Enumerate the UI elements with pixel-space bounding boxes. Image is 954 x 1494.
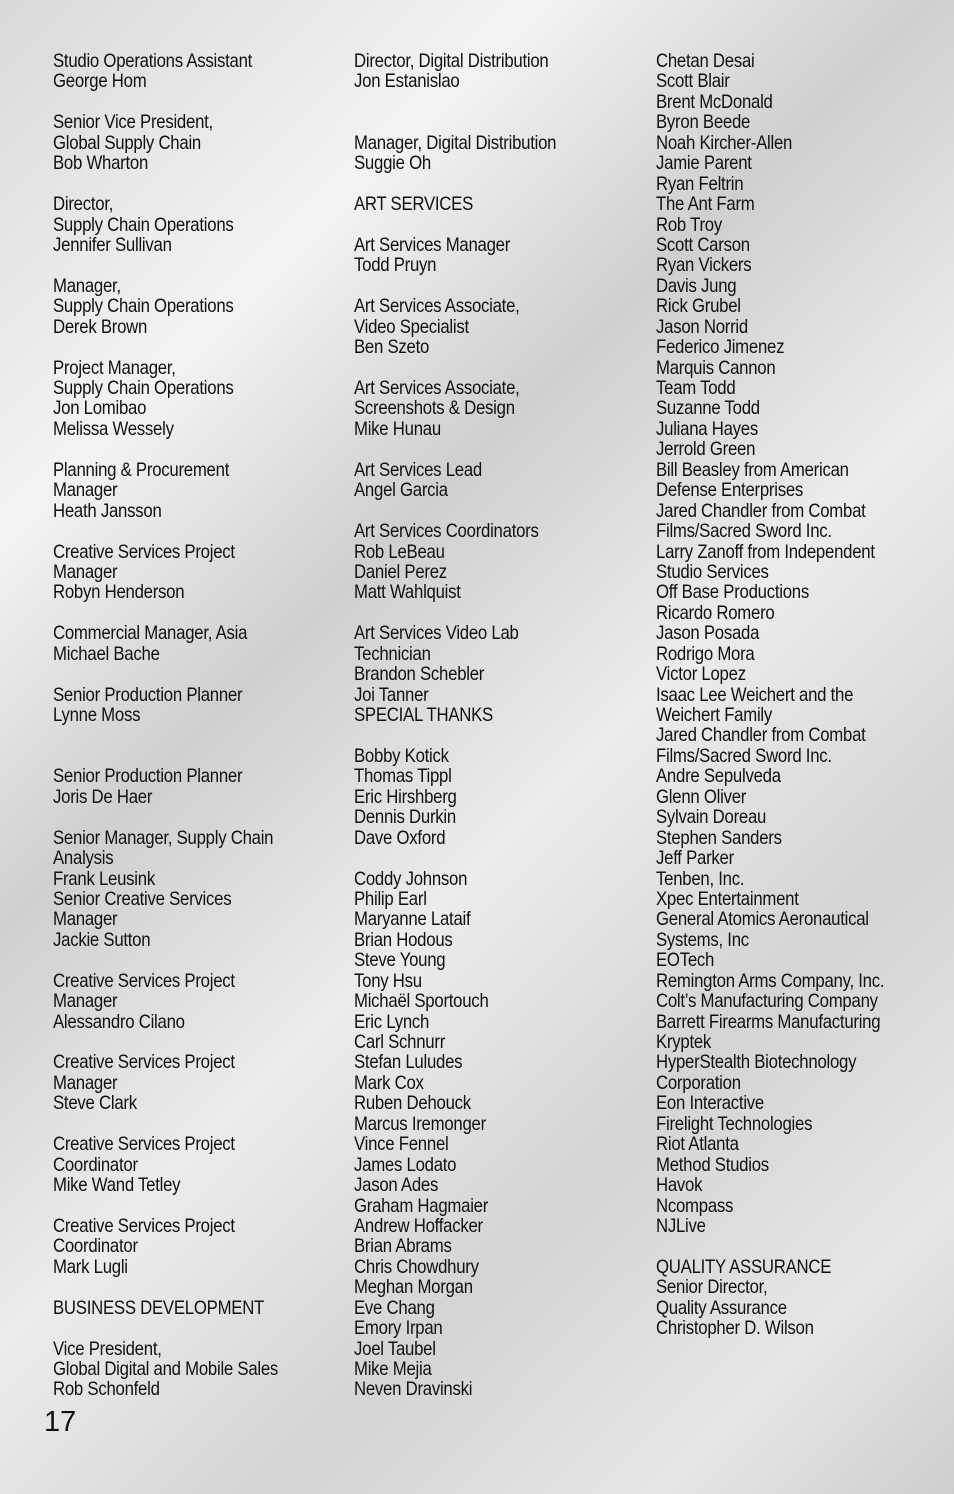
credit-line: Sylvain Doreau	[656, 806, 767, 829]
credit-line: Ben Szeto	[354, 336, 430, 359]
credit-line: Manager	[53, 560, 118, 583]
credits-spacer	[53, 255, 302, 275]
credit-line: Steve Young	[354, 949, 446, 972]
credits-spacer	[53, 725, 302, 745]
credit-line: Rob Schonfeld	[53, 1378, 160, 1401]
credit-line: Senior Production Planner	[53, 765, 243, 788]
credit-line: EOTech	[656, 949, 715, 972]
credit-line: Brian Hodous	[354, 928, 453, 951]
credit-line: Coddy Johnson	[354, 867, 468, 890]
credit-line: Films/Sacred Sword Inc.	[656, 520, 832, 543]
credit-line: Brandon Schebler	[354, 663, 485, 686]
credit-line: Noah Kircher-Allen	[656, 131, 793, 154]
credit-line: Senior Production Planner	[53, 683, 243, 706]
credit-line: Weichert Family	[656, 704, 773, 726]
credit-line: Michael Bache	[53, 642, 160, 665]
page-number: 17	[44, 1406, 77, 1438]
credits-column-3	[656, 51, 940, 1339]
credit-line: Scott Blair	[656, 70, 730, 93]
credits-spacer	[354, 603, 603, 623]
credits-column-1	[53, 51, 302, 1400]
credit-line: Alessandro Cilano	[53, 1010, 185, 1033]
credit-line: Rob LeBeau	[354, 540, 445, 563]
credit-line: Bob Wharton	[53, 152, 149, 175]
credit-line: Creative Services Project	[53, 1133, 235, 1156]
credit-line: Global Digital and Mobile Sales	[53, 1358, 279, 1380]
credit-line: Manager, Digital Distribution	[354, 131, 557, 154]
credit-line: Maryanne Lataif	[354, 908, 471, 931]
credit-line: Bobby Kotick	[354, 744, 449, 767]
credit-line: Jared Chandler from Combat	[656, 724, 866, 747]
credit-line: Jason Posada	[656, 622, 760, 645]
credit-line: Vince Fennel	[354, 1133, 449, 1156]
credits-spacer	[53, 950, 302, 970]
credits-spacer	[53, 521, 302, 541]
credit-line: Jackie Sutton	[53, 928, 151, 951]
credit-line: Graham Hagmaier	[354, 1194, 489, 1217]
credit-line: Global Supply Chain	[53, 131, 201, 154]
credit-line: Stephen Sanders	[656, 826, 782, 849]
credit-line: Riot Atlanta	[656, 1133, 739, 1156]
credits-spacer	[354, 174, 603, 194]
credits-spacer	[53, 1196, 302, 1216]
credit-line: Andre Sepulveda	[656, 765, 781, 788]
credit-line: Off Base Productions	[656, 581, 810, 604]
credit-line: Studio Services	[656, 560, 769, 583]
credit-line: Frank Leusink	[53, 867, 155, 890]
credit-line: Quality Assurance	[656, 1296, 787, 1319]
credit-line: Chris Chowdhury	[354, 1255, 479, 1278]
credit-line: Christopher D. Wilson	[656, 1317, 814, 1340]
credit-line: Neven Dravinski	[354, 1378, 473, 1401]
credit-line: Stefan Luludes	[354, 1051, 463, 1074]
credit-line: Steve Clark	[53, 1092, 137, 1115]
credits-spacer	[53, 1032, 302, 1052]
credit-line: Heath Jansson	[53, 499, 162, 522]
credit-line: Jason Norrid	[656, 315, 748, 338]
credit-line: Xpec Entertainment	[656, 887, 799, 910]
credit-line: Andrew Hoffacker	[354, 1214, 483, 1237]
credit-line: Mark Lugli	[53, 1255, 128, 1278]
credit-line: Jeff Parker	[656, 847, 734, 870]
credit-line: Meghan Morgan	[354, 1276, 473, 1299]
credit-line: Tony Hsu	[354, 969, 422, 992]
credit-line: Michaël Sportouch	[354, 990, 489, 1013]
credit-line: Art Services Manager	[354, 233, 511, 256]
credit-line: Rodrigo Mora	[656, 642, 755, 665]
credit-line: Derek Brown	[53, 315, 148, 338]
credit-line: Juliana Hayes	[656, 417, 758, 440]
credit-line: Chetan Desai	[656, 50, 755, 72]
credit-line: Analysis	[53, 847, 114, 870]
credit-line: Lynne Moss	[53, 704, 141, 726]
credit-line: Federico Jimenez	[656, 336, 785, 359]
credit-line: Marcus Iremonger	[354, 1112, 486, 1135]
credit-line: Jared Chandler from Combat	[656, 499, 866, 522]
credit-line: Kryptek	[656, 1031, 712, 1053]
credit-line: Creative Services Project	[53, 1214, 235, 1237]
credit-line: Eon Interactive	[656, 1092, 764, 1115]
credit-line: Ryan Vickers	[656, 254, 752, 277]
credit-line: Technician	[354, 642, 431, 665]
credit-line: Rick Grubel	[656, 295, 741, 318]
credit-line: Brent McDonald	[656, 90, 773, 113]
credit-line: Matt Wahlquist	[354, 581, 461, 604]
credits-column-2	[354, 51, 603, 1400]
credit-line: HyperStealth Biotechnology	[656, 1051, 857, 1074]
credit-line: General Atomics Aeronautical	[656, 908, 869, 931]
credit-line: Eve Chang	[354, 1296, 435, 1319]
credit-line: Studio Operations Assistant	[53, 50, 253, 72]
credit-line: Brian Abrams	[354, 1235, 452, 1258]
credit-line: Philip Earl	[354, 887, 427, 910]
credit-line: Robyn Henderson	[53, 581, 185, 604]
credit-line: Supply Chain Operations	[53, 377, 234, 399]
credit-line: Manager,	[53, 274, 121, 297]
credit-line: Art Services Associate,	[354, 295, 520, 318]
credit-line: Director,	[53, 193, 114, 216]
credit-line: Manager	[53, 479, 118, 502]
credit-line: Project Manager,	[53, 356, 176, 379]
credits-spacer	[354, 501, 603, 521]
credits-spacer	[53, 603, 302, 623]
credit-line: Senior Manager, Supply Chain	[53, 826, 274, 849]
credit-line: Team Todd	[656, 377, 736, 399]
credit-line: Jon Lomibao	[53, 397, 147, 420]
credit-line: Art Services Coordinators	[354, 520, 539, 543]
credit-line: Eric Lynch	[354, 1010, 430, 1033]
credit-line: Senior Vice President,	[53, 111, 213, 134]
credits-spacer	[354, 92, 603, 112]
credit-line: Colt’s Manufacturing Company	[656, 990, 878, 1013]
credits-spacer	[53, 439, 302, 459]
credit-line: Systems, Inc	[656, 928, 749, 951]
credits-spacer	[53, 1114, 302, 1134]
credit-line: Defense Enterprises	[656, 479, 804, 502]
credit-line: Jason Ades	[354, 1174, 439, 1197]
credit-line: Supply Chain Operations	[53, 213, 234, 236]
credit-line: Manager	[53, 908, 118, 931]
credits-spacer	[354, 215, 603, 235]
credit-line: Davis Jung	[656, 274, 737, 297]
credit-line: NJLive	[656, 1214, 706, 1237]
credit-line: Ricardo Romero	[656, 601, 775, 624]
credit-line: Emory Irpan	[354, 1317, 443, 1340]
credit-line: Melissa Wessely	[53, 417, 174, 440]
credit-line: Video Specialist	[354, 315, 469, 338]
credit-line: Glenn Oliver	[656, 785, 747, 808]
credit-line: Coordinator	[53, 1153, 138, 1176]
credit-line: Manager	[53, 1071, 118, 1094]
credit-line: Havok	[656, 1174, 703, 1197]
credit-line: Barrett Firearms Manufacturing	[656, 1010, 881, 1033]
credit-line: Joel Taubel	[354, 1337, 436, 1360]
credit-line: BUSINESS DEVELOPMENT	[53, 1296, 265, 1319]
credit-line: Creative Services Project	[53, 1051, 235, 1074]
credit-line: Art Services Video Lab	[354, 622, 519, 645]
credit-line: Jon Estanislao	[354, 70, 460, 93]
credit-line: Planning & Procurement	[53, 458, 230, 481]
credit-line: Todd Pruyn	[354, 254, 437, 277]
credit-line: Tenben, Inc.	[656, 867, 745, 890]
credit-line: Firelight Technologies	[656, 1112, 813, 1135]
credit-line: Coordinator	[53, 1235, 138, 1258]
credit-line: Carl Schnurr	[354, 1031, 446, 1053]
credit-line: Scott Carson	[656, 233, 750, 256]
credit-line: Art Services Lead	[354, 458, 482, 481]
credit-line: Manager	[53, 990, 118, 1013]
credit-line: The Ant Farm	[656, 193, 755, 216]
credit-line: Ncompass	[656, 1194, 734, 1217]
credit-line: Daniel Perez	[354, 560, 447, 583]
credit-line: Rob Troy	[656, 213, 722, 236]
credit-line: Suggie Oh	[354, 152, 431, 175]
credit-line: Senior Director,	[656, 1276, 768, 1299]
credits-spacer	[354, 358, 603, 378]
credits-spacer	[656, 1236, 940, 1256]
credit-line: Jamie Parent	[656, 152, 752, 175]
credits-spacer	[354, 112, 603, 132]
credit-line: Mike Hunau	[354, 417, 441, 440]
credit-line: Ryan Feltrin	[656, 172, 744, 195]
credit-line: Dennis Durkin	[354, 806, 456, 829]
credit-line: James Lodato	[354, 1153, 457, 1176]
credits-spacer	[53, 174, 302, 194]
credits-spacer	[53, 1277, 302, 1297]
credit-line: Mike Wand Tetley	[53, 1174, 181, 1197]
credit-line: Angel Garcia	[354, 479, 448, 502]
credit-line: Creative Services Project	[53, 540, 235, 563]
credit-line: Films/Sacred Sword Inc.	[656, 744, 832, 767]
credit-line: Joi Tanner	[354, 683, 429, 706]
credit-line: Remington Arms Company, Inc.	[656, 969, 885, 992]
credit-line: Supply Chain Operations	[53, 295, 234, 318]
credits-spacer	[354, 848, 603, 868]
credit-line: Corporation	[656, 1071, 741, 1094]
credit-line: Victor Lopez	[656, 663, 746, 686]
credit-line: QUALITY ASSURANCE	[656, 1255, 832, 1278]
credits-spacer	[53, 746, 302, 766]
credit-line: Joris De Haer	[53, 785, 153, 808]
credits-spacer	[354, 439, 603, 459]
credit-line: Jennifer Sullivan	[53, 233, 172, 256]
credit-line: Senior Creative Services	[53, 887, 232, 910]
credit-line: Vice President,	[53, 1337, 162, 1360]
credit-line: Art Services Associate,	[354, 377, 520, 399]
credit-line: Eric Hirshberg	[354, 785, 457, 808]
credit-line: Dave Oxford	[354, 826, 446, 849]
credit-line: SPECIAL THANKS	[354, 704, 493, 726]
credits-spacer	[53, 807, 302, 827]
credits-spacer	[53, 337, 302, 357]
credit-line: Method Studios	[656, 1153, 769, 1176]
credit-line: Screenshots & Design	[354, 397, 515, 420]
credits-spacer	[53, 664, 302, 684]
credit-line: George Hom	[53, 70, 147, 93]
credit-line: Suzanne Todd	[656, 397, 760, 420]
credit-line: Mark Cox	[354, 1071, 424, 1094]
credits-spacer	[53, 1318, 302, 1338]
credit-line: Creative Services Project	[53, 969, 235, 992]
credit-line: Director, Digital Distribution	[354, 50, 549, 72]
credit-line: Bill Beasley from American	[656, 458, 849, 481]
credits-spacer	[53, 92, 302, 112]
credit-line: ART SERVICES	[354, 193, 474, 216]
credit-line: Mike Mejia	[354, 1358, 432, 1380]
credit-line: Byron Beede	[656, 111, 751, 134]
credit-line: Ruben Dehouck	[354, 1092, 471, 1115]
credit-line: Isaac Lee Weichert and the	[656, 683, 854, 706]
credit-line: Jerrold Green	[656, 438, 756, 461]
credit-line: Marquis Cannon	[656, 356, 776, 379]
credit-line: Commercial Manager, Asia	[53, 622, 248, 645]
credit-line: Larry Zanoff from Independent	[656, 540, 875, 563]
credits-spacer	[354, 276, 603, 296]
credit-line: Thomas Tippl	[354, 765, 452, 788]
credits-spacer	[354, 725, 603, 745]
